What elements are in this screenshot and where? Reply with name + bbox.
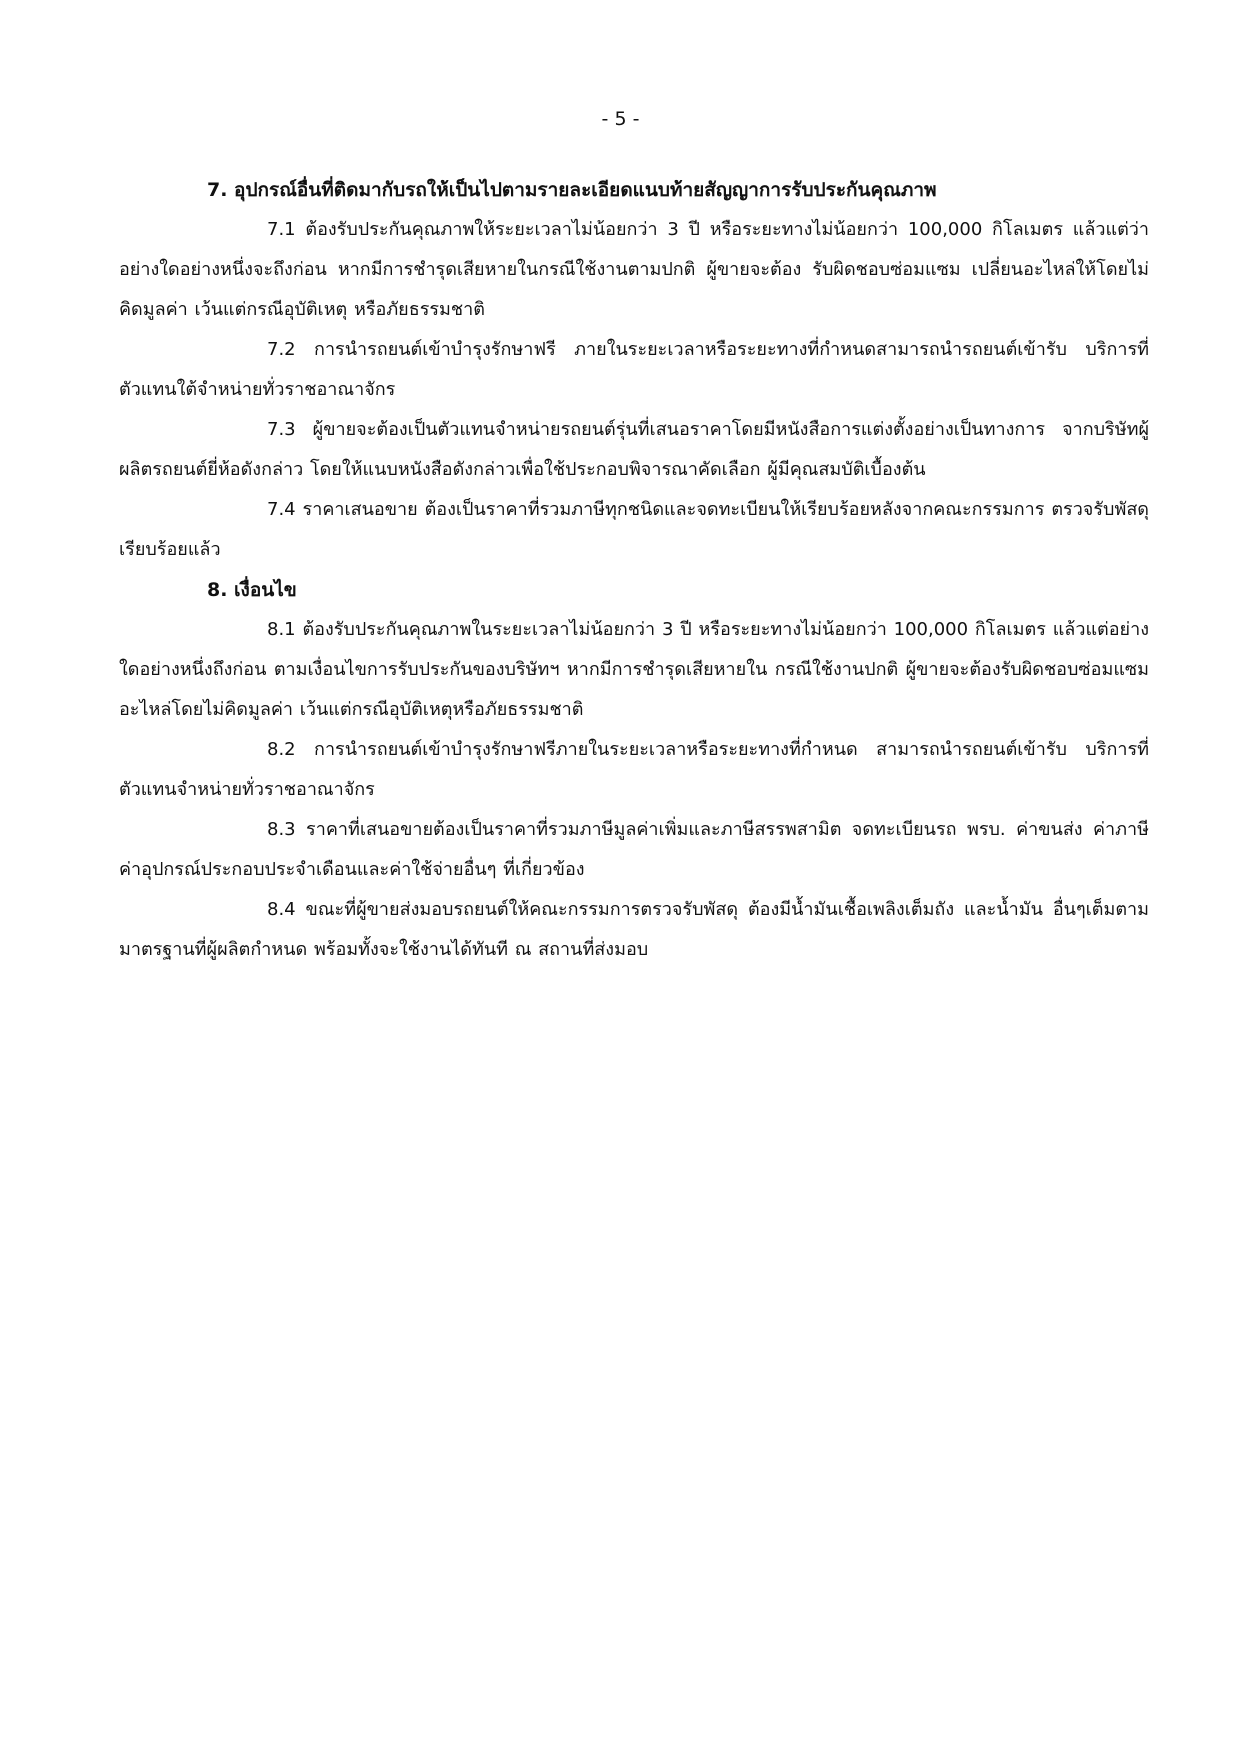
page-number: - 5 - [601, 108, 640, 130]
clause-7-4: 7.4 ราคาเสนอขาย ต้องเป็นราคาที่รวมภาษีทุกชนิดและจดทะเบียนให้เรียบร้อยหลังจากคณะกรรมการ ตรวจรับพัสดุเรียบร้อยแล้ว [119, 499, 1149, 560]
clause-8-1: 8.1 ต้องรับประกันคุณภาพในระยะเวลาไม่น้อยกว่า 3 ปี หรือระยะทางไม่น้อยกว่า 100,000 กิโลเมตร แล้วแต่อย่างใดอย่างหนึ่งถึงก่อน ตามเงื่อนไขการรับประกันของบริษัทฯ หากมีการชำรุดเสียหายใน กรณีใช้งานปกติ ผู้ขายจะต้องรับผิดชอบซ่อมแซมอะไหล่โดยไม่คิดมูลค่า เว้นแต่กรณีอุบัติเหตุหรือภัยธรรมชาติ [119, 619, 1149, 720]
section-7-heading: 7. อุปกรณ์อื่นที่ติดมากับรถให้เป็นไปตามรายละเอียดแนบท้ายสัญญาการรับประกันคุณภาพ [207, 179, 937, 201]
clause-7-1: 7.1 ต้องรับประกันคุณภาพให้ระยะเวลาไม่น้อยกว่า 3 ปี หรือระยะทางไม่น้อยกว่า 100,000 กิโลเมตร แล้วแต่ว่าอย่างใดอย่างหนึ่งจะถึงก่อน หากมีการชำรุดเสียหายในกรณีใช้งานตามปกติ ผู้ขายจะต้อง รับผิดชอบซ่อมแซม เปลี่ยนอะไหล่ให้โดยไม่คิดมูลค่า เว้นแต่กรณีอุบัติเหตุ หรือภัยธรรมชาติ [119, 219, 1149, 320]
clause-8-3: 8.3 ราคาที่เสนอขายต้องเป็นราคาที่รวมภาษีมูลค่าเพิ่มและภาษีสรรพสามิต จดทะเบียนรถ พรบ. ค่าขนส่ง ค่าภาษี ค่าอุปกรณ์ประกอบประจำเดือนและค่าใช้จ่ายอื่นๆ ที่เกี่ยวข้อง [119, 819, 1149, 880]
section-8-heading: 8. เงื่อนไข [207, 579, 297, 601]
clause-7-3: 7.3 ผู้ขายจะต้องเป็นตัวแทนจำหน่ายรถยนต์รุ่นที่เสนอราคาโดยมีหนังสือการแต่งตั้งอย่างเป็นทางการ จากบริษัทผู้ผลิตรถยนต์ยี่ห้อดังกล่าว โดยให้แนบหนังสือดังกล่าวเพื่อใช้ประกอบพิจารณาคัดเลือก ผู้มีคุณสมบัติเบื้องต้น [119, 419, 1149, 480]
clause-8-4: 8.4 ขณะที่ผู้ขายส่งมอบรถยนต์ให้คณะกรรมการตรวจรับพัสดุ ต้องมีน้ำมันเชื้อเพลิงเต็มถัง และน้ำมัน อื่นๆเต็มตามมาตรฐานที่ผู้ผลิตกำหนด พร้อมทั้งจะใช้งานได้ทันที ณ สถานที่ส่งมอบ [119, 899, 1149, 960]
clause-7-2: 7.2 การนำรถยนต์เข้าบำรุงรักษาฟรี ภายในระยะเวลาหรือระยะทางที่กำหนดสามารถนำรถยนต์เข้ารับ บริการที่ตัวแทนใต้จำหน่ายทั่วราชอาณาจักร [119, 339, 1149, 400]
clause-8-2: 8.2 การนำรถยนต์เข้าบำรุงรักษาฟรีภายในระยะเวลาหรือระยะทางที่กำหนด สามารถนำรถยนต์เข้ารับ บริการที่ตัวแทนจำหน่ายทั่วราชอาณาจักร [119, 739, 1149, 800]
document-body [119, 170, 1149, 970]
